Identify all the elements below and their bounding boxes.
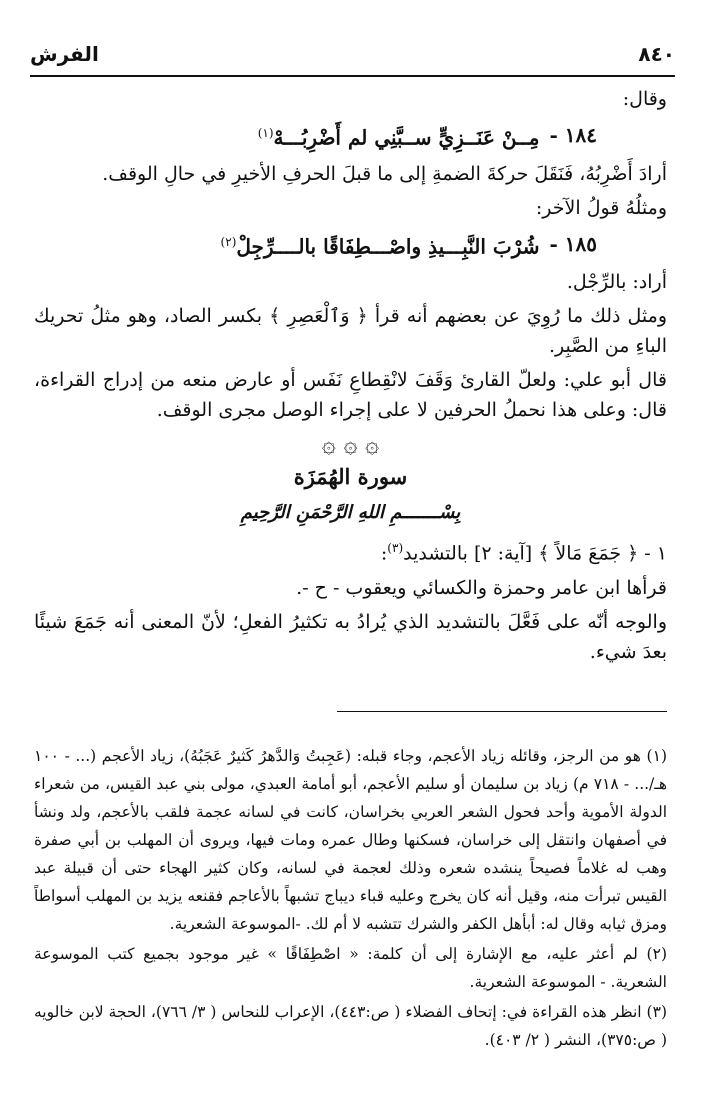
- paragraph: والوجه أنّه على فَعَّلَ بالتشديد الذي يُرادُ به تكثيرُ الفعلِ؛ لأنّ المعنى أنه جَمَعَ شيئًا بعدَ شيء.: [34, 610, 667, 663]
- ornament-divider: ۞ ۞ ۞: [321, 430, 380, 459]
- item-text: ١ - ﴿ جَمَعَ مَالاً ﴾ [آية: ٢] بالتشديد: [403, 542, 667, 565]
- verse-text: [221, 227, 540, 262]
- text-line: وقال:: [622, 88, 667, 110]
- reading-item: [34, 533, 667, 568]
- footnote-ref: (٢): [220, 234, 237, 249]
- verse-text: [258, 118, 540, 153]
- footnote-3: (٣) انظر هذه القراءة في: إتحاف الفضلاء ( ص:٤٤٣)، الإعراب للنحاس ( ٣/ ٧٦٦)، الحجة لابن خالويه ( ص:٣٧٥)، النشر ( ٢/ ٤٠٣).: [34, 1003, 667, 1049]
- running-head: [30, 38, 675, 70]
- footnote-ref: (٣): [387, 541, 404, 556]
- verse-line: شُرْبَ النَّبِـــيذِ واصْـــطِفَاقًا بالــــرِّجِلْ: [236, 234, 540, 259]
- paragraph: ومثلُهُ قولُ الآخر:: [535, 196, 667, 219]
- paragraph: ومثل ذلك ما رُوِيَ عن بعضهم أنه قرأ ﴿ وَٱلْعَصِرِ ﴾ بكسر الصاد، وهو مثلُ تحريك الباءِ من الصَّبِر.: [34, 305, 667, 358]
- verse-line: مِــنْ عَنَــزِيٍّ ســبَّنِي لم أَضْرِبُـــهْ: [273, 125, 540, 150]
- header-rule: [30, 75, 675, 77]
- footnote-ref: (١): [257, 126, 274, 140]
- footnote-rule: [337, 711, 667, 712]
- paragraph: قال أبو علي: ولعلّ القارئ وَقَفَ لانْقِطاعِ نَفَس أو عارض منعه من إدراج القراءة، قال: وعلى هذا نحملُ الحرفين لا على إجراء الوصل مجرى الوقف.: [34, 369, 667, 422]
- main-text: [34, 84, 667, 671]
- footnote-2: (٢) لم أعثر عليه، مع الإشارة إلى أن كلمة: « اصْطِفَاقًا » غير موجود بجميع كتب الموسوعة الشعرية. - الموسوعة الشعرية.: [34, 945, 667, 991]
- paragraph: أراد: بالرِّجْل.: [566, 271, 667, 294]
- verse-number: ١٨٥ -: [549, 231, 597, 256]
- paragraph: أرادَ أَضْرِبُهُ، فَنَقَلَ حركةَ الضمةِ إلى ما قبلَ الحرفِ الأخيرِ في حالِ الوقف.: [102, 162, 667, 185]
- chapter-title: الفرش: [30, 42, 99, 66]
- basmala-calligraphy: بِسْـــــــمِ اللهِ الرَّحْمَنِ الرَّحِيمِ: [240, 502, 461, 524]
- surah-title: سورة الهُمَزَة: [293, 464, 408, 490]
- footnotes: [34, 742, 667, 1056]
- verse-185: [34, 227, 667, 262]
- footnote-1: (١) هو من الرجز، وقائله زياد الأعجم، وجاء قبله: (عَجِبتُ وَالدَّهرُ كَثيرٌ عَجَبُهُ)، زياد الأعجم (... - ١٠٠ هـ/... - ٧١٨ م) زياد بن سليمان أو سليم الأعجم، أبو أمامة العبدي، مولى بني عبد القيس، من شعراء الدولة الأموية وأحد فحول الشعر العربي بخراسان، كانت في لسانه عجمة فلقب بالأعجم، ولد ونشأ في أصفهان وانتقل إلى خراسان، فسكنها وطال عمره ومات فيها، ويروى أن المهلب بن أبي صفرة وهب له غلاماً فصيحاً ينشده شعره وذلك لعجمة في لسانه، وكان كثير الهجاء حتى أن قبيلة عبد القيس تبرأت منه، وقيل أنه كان يخرج وعليه قباء ديباج تشبهاً بالأعاجم فقنعه يزيد بن المهلب أسواطاً ومزق ثيابه وقال له: أبأهل الكفر والشرك تتشبه لا أم لك. -الموسوعة الشعرية.: [34, 747, 667, 933]
- page-number: ٨٤٠: [638, 42, 675, 66]
- verse-number: ١٨٤ -: [549, 123, 597, 148]
- paragraph: قرأها ابن عامر وحمزة والكسائي ويعقوب - ح -.: [296, 576, 667, 599]
- item-colon: :: [380, 542, 388, 565]
- verse-184: [34, 118, 667, 153]
